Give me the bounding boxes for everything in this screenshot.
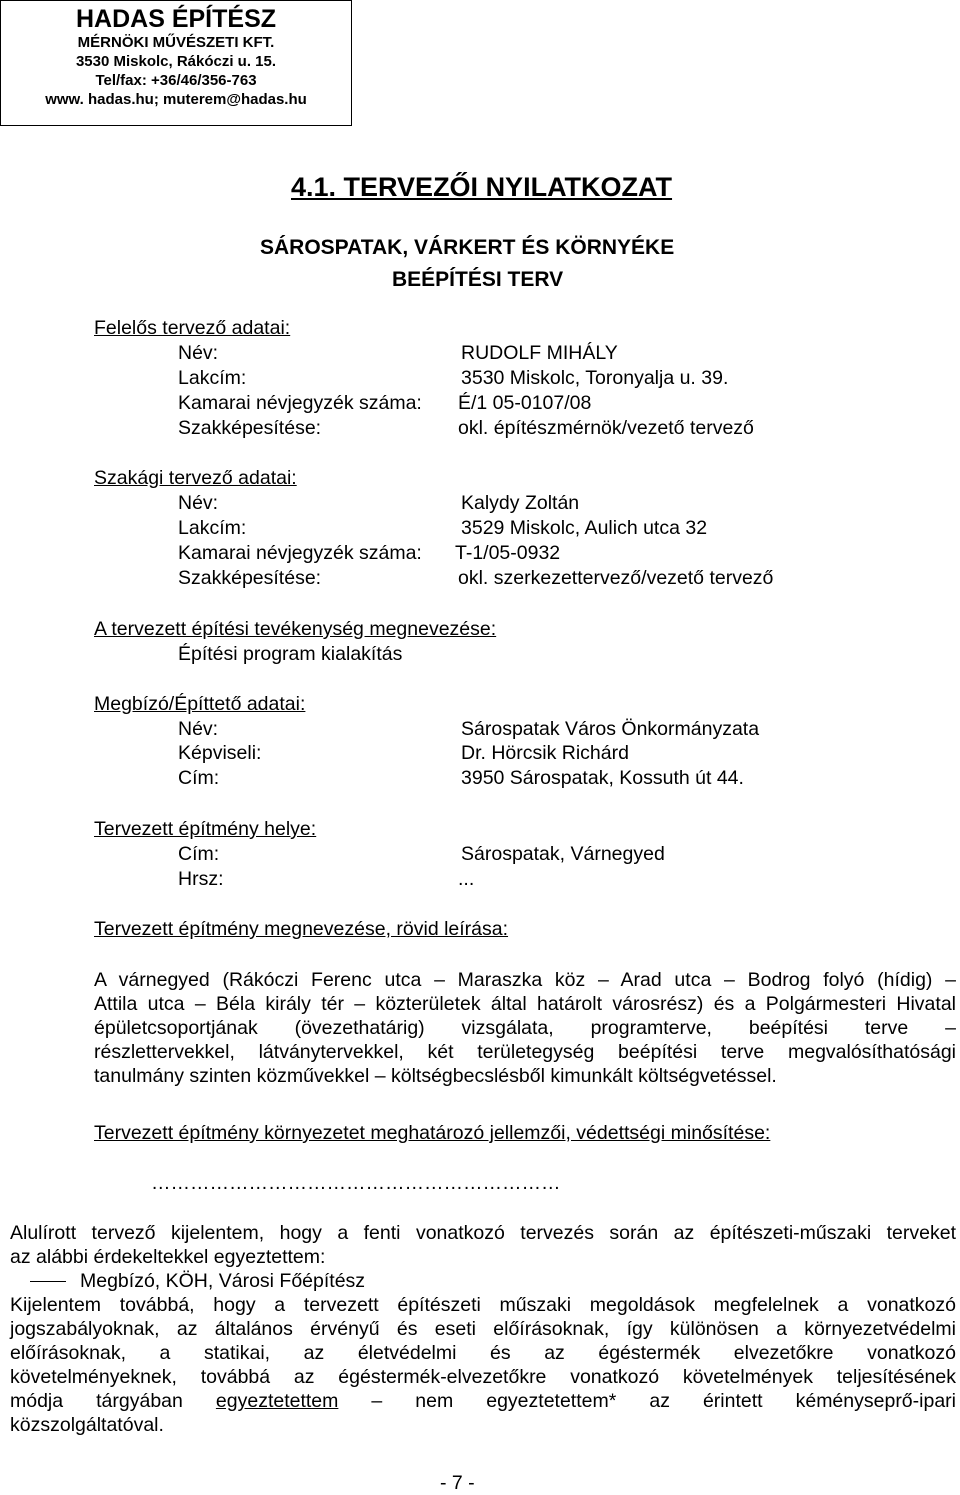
row-value: 3529 Miskolc, Aulich utca 32 [461, 517, 708, 539]
description-line: épületcsoportjának (övezethatárig) vizsgálata, programterve, beépítési terve – [94, 1017, 956, 1039]
row-value: RUDOLF MIHÁLY [461, 342, 618, 364]
row-label: Név: [178, 718, 219, 740]
location-heading: Tervezett építmény helye: [94, 818, 317, 840]
declaration-line: közszolgáltatóval. [10, 1414, 164, 1436]
row-label: Kamarai névjegyzék száma: [178, 392, 422, 414]
company-header-box [0, 0, 352, 126]
page-number: - 7 - [440, 1472, 475, 1494]
row-label: Hrsz: [178, 868, 224, 890]
row-value: okl. szerkezettervező/vezető tervező [458, 567, 774, 589]
plan-title-line2: BEÉPÍTÉSI TERV [392, 268, 564, 291]
declaration-line: előírásoknak, a statikai, az életvédelmi és az égéstermék elvezetőkre vonatkozó [10, 1342, 956, 1364]
row-label: Lakcím: [178, 367, 247, 389]
row-label: Lakcím: [178, 517, 247, 539]
text-segment: módja tárgyában [10, 1390, 183, 1412]
row-value: Dr. Hörcsik Richárd [461, 742, 629, 764]
discipline-designer-heading: Szakági tervező adatai: [94, 467, 297, 489]
company-address: 3530 Miskolc, Rákóczi u. 15. [75, 53, 277, 70]
page-title: 4.1. TERVEZŐI NYILATKOZAT [291, 172, 673, 202]
plan-title-line1: SÁROSPATAK, VÁRKERT ÉS KÖRNYÉKE [260, 236, 675, 259]
row-value: 3530 Miskolc, Toronyalja u. 39. [461, 367, 729, 389]
client-heading: Megbízó/Építtető adatai: [94, 693, 306, 715]
bullet-item [10, 1269, 956, 1293]
declaration-line [10, 1389, 956, 1413]
description-heading: Tervezett építmény megnevezése, rövid leírása: [94, 918, 509, 940]
row-label: Cím: [178, 843, 220, 865]
environment-value: ……………………………………………………… [151, 1172, 561, 1194]
row-value: Kalydy Zoltán [461, 492, 580, 514]
underlined-segment: egyeztetettem [215, 1390, 339, 1412]
row-value: Sárospatak, Várnegyed [461, 843, 665, 865]
text-segment: – nem egyeztetettem* az érintett kéményseprő-ipari [371, 1390, 956, 1412]
row-value: ... [458, 868, 475, 890]
row-label: Név: [178, 342, 219, 364]
activity-heading: A tervezett építési tevékenység megnevezése: [94, 618, 497, 640]
row-value: T-1/05-0932 [455, 542, 561, 564]
row-value: Sárospatak Város Önkormányzata [461, 718, 760, 740]
activity-value: Építési program kialakítás [178, 643, 403, 665]
description-line: részlettervekkel, látványtervekkel, két területegység beépítési terve megvalósíthatósági [94, 1041, 956, 1063]
company-web: www. hadas.hu; muterem@hadas.hu [45, 91, 307, 108]
row-label: Név: [178, 492, 219, 514]
declaration-line: követelményeknek, továbbá az égéstermék-elvezetőkre vonatkozó követelmények teljesítésének [10, 1366, 956, 1388]
description-line: Attila utca – Béla király tér – közterületek által határolt városrész) és a Polgármesteri Hivatal [94, 993, 956, 1015]
row-value: 3950 Sárospatak, Kossuth út 44. [461, 767, 744, 789]
responsible-designer-heading: Felelős tervező adatai: [94, 317, 291, 339]
declaration-text [10, 1221, 956, 1437]
row-label: Cím: [178, 767, 220, 789]
row-label: Szakképesítése: [178, 417, 322, 439]
declaration-line: Alulírott tervező kijelentem, hogy a fenti vonatkozó tervezés során az építészeti-műszaki terveket [10, 1222, 956, 1244]
declaration-line: Kijelentem továbbá, hogy a tervezett építészeti műszaki megoldások megfelelnek a vonatkozó [10, 1294, 956, 1316]
company-name: HADAS ÉPÍTÉSZ [75, 5, 277, 33]
company-phone: Tel/fax: +36/46/356-763 [95, 72, 257, 89]
row-label: Képviseli: [178, 742, 262, 764]
description-line: A várnegyed (Rákóczi Ferenc utca – Maraszka köz – Arad utca – Bodrog folyó (hídig) – [94, 969, 956, 991]
declaration-line: az alábbi érdekeltekkel egyeztettem: [10, 1246, 326, 1268]
bullet-text: Megbízó, KÖH, Városi Főépítész [80, 1270, 366, 1292]
row-value: okl. építészmérnök/vezető tervező [458, 417, 754, 439]
description-line: tanulmány szinten közművekkel – költségbecslésből kimunkált költségvetéssel. [94, 1065, 777, 1087]
row-value: É/1 05-0107/08 [458, 392, 592, 414]
description-text [94, 968, 956, 1088]
company-subtitle: MÉRNÖKI MŰVÉSZETI KFT. [77, 34, 275, 51]
row-label: Szakképesítése: [178, 567, 322, 589]
dash-bullet [30, 1281, 66, 1282]
row-label: Kamarai névjegyzék száma: [178, 542, 422, 564]
declaration-line: jogszabályoknak, az általános érvényű és eseti előírásoknak, így különösen a környezetvédelmi [10, 1318, 956, 1340]
environment-heading: Tervezett építmény környezetet meghatározó jellemzői, védettségi minősítése: [94, 1122, 771, 1144]
